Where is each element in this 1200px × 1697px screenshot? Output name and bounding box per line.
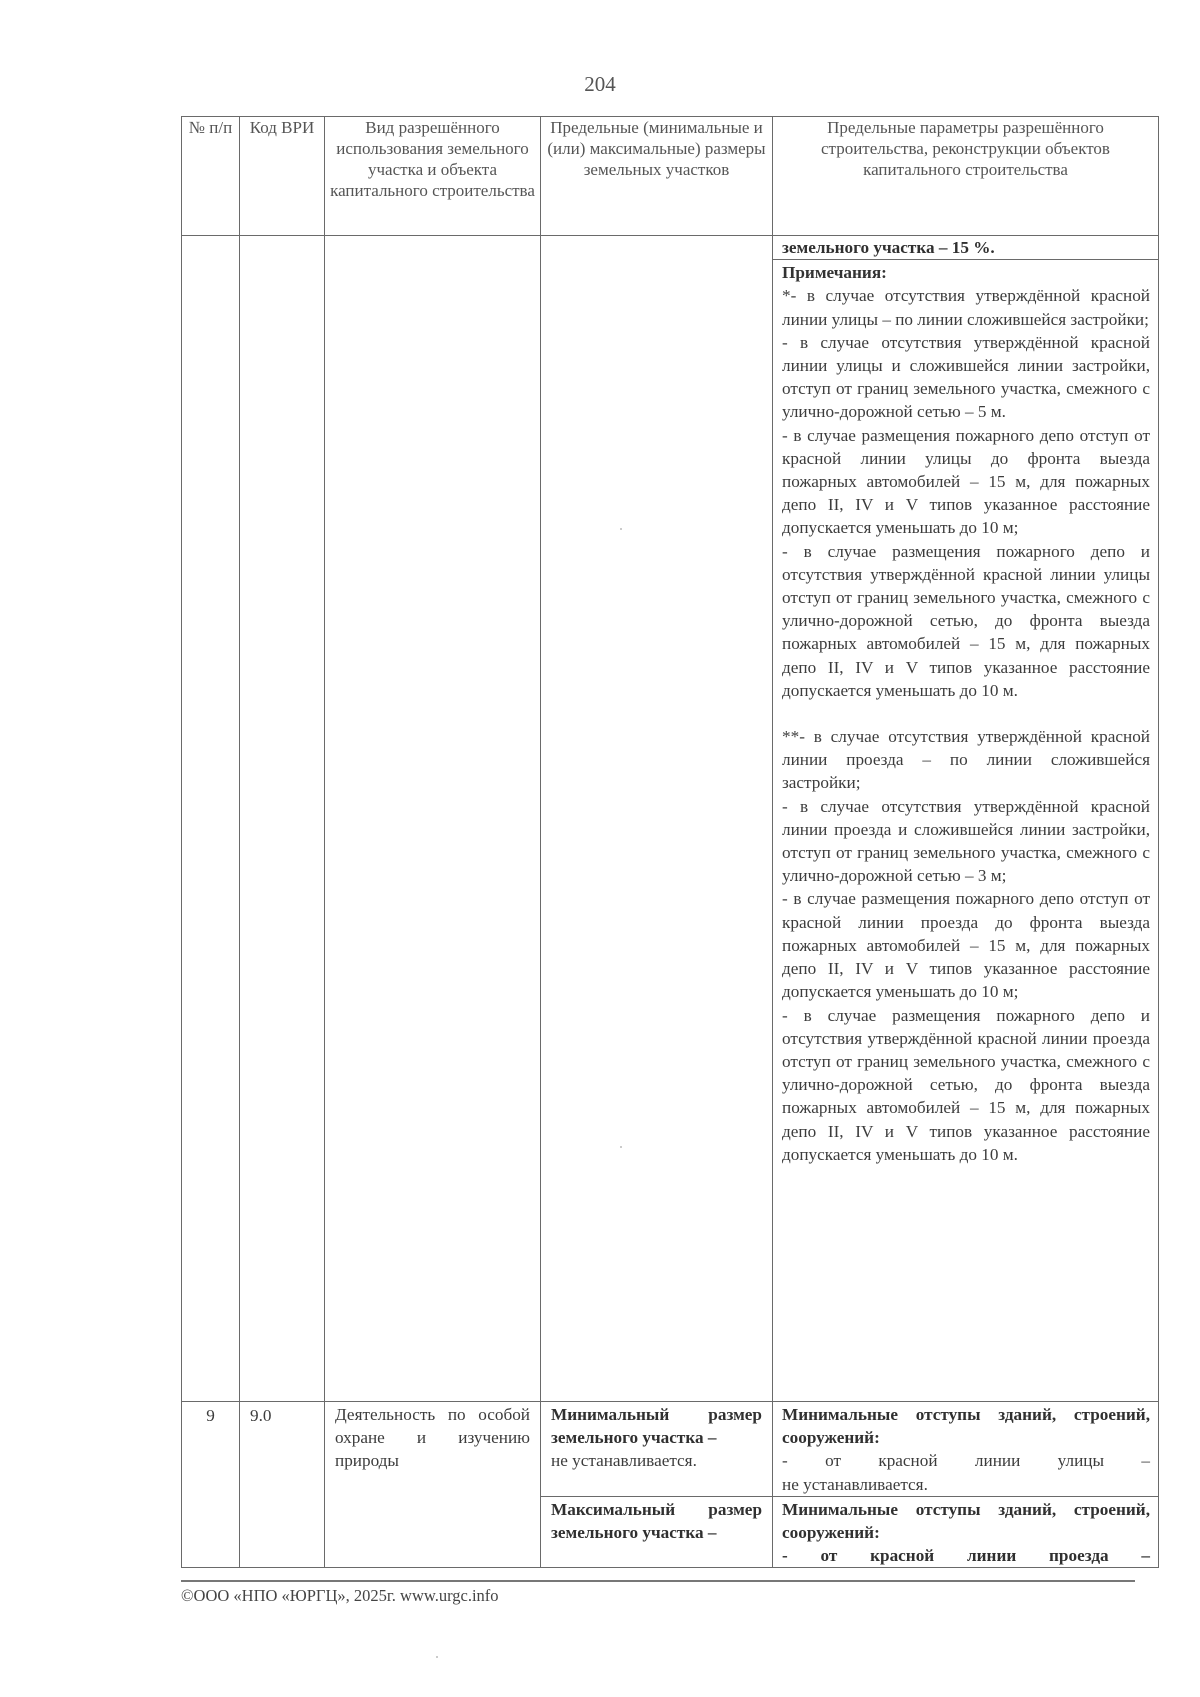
row9-param1-cell [773,1402,1159,1497]
footer-copyright: ©ООО «НПО «ЮРГЦ», 2025г. www.urgc.info [181,1586,499,1605]
cell-empty-number [182,236,240,1402]
note-item: *- в случае отсутствия утверждённой красной линии улицы – по линии сложившейся застройки; [782,286,1150,329]
notes-title: Примечания: [782,263,887,283]
note-item: - в случае размещения пожарного депо и отсутствия утверждённой красной линии проезда отступ от границ земельного участка, смежного с улично-дорожной сетью, до фронта выезда пожарных автомобилей – 15 м, для пожарных депо II, IV и V типов указанное расстояние допускается уменьшать до 10 м. [782,1005,1150,1164]
table-header-row [182,117,1159,236]
continued-top-line: земельного участка – 15 %. [782,238,995,257]
scan-speck [620,528,622,530]
note-item: - в случае размещения пожарного депо отступ от красной линии проезда до фронта выезда пожарных автомобилей – 15 м, для пожарных депо II, IV и V типов указанное расстояние допускается уменьшать до 10 м; [782,889,1150,1002]
header-number: № п/п [182,117,240,236]
row9-size-min-value: не устанавливается. [551,1451,697,1471]
header-construction-params: Предельные параметры разрешённого строительства, реконструкции объектов капитального строительства [773,117,1159,236]
row9-usage: Деятельность по особой охране и изучению природы [335,1405,530,1471]
row9-param2-title: Минимальные отступы зданий, строений, сооружений: [782,1499,1150,1543]
row9-number: 9 [182,1402,240,1568]
table-row-9 [182,1402,1159,1497]
header-code: Код ВРИ [240,117,325,236]
row9-param1-value: не устанавливается. [782,1474,928,1494]
page-number: 204 [584,72,616,96]
row9-code: 9.0 [240,1402,325,1568]
row9-param1-title: Минимальные отступы зданий, строений, сооружений: [782,1405,1150,1448]
note-item: - в случае размещения пожарного депо и отсутствия утверждённой красной линии улицы отступ от границ земельного участка, смежного с улично-дорожной сетью, до фронта выезда пожарных автомобилей – 15 м, для пожарных депо II, IV и V типов указанное расстояние допускается уменьшать до 10 м. [782,541,1150,700]
note-item: - в случае размещения пожарного депо отступ от красной линии улицы до фронта выезда пожарных автомобилей – 15 м, для пожарных депо II, IV и V типов указанное расстояние допускается уменьшать до 10 м; [782,425,1150,538]
scan-speck [436,1656,438,1658]
row9-param1-line: - от красной линии улицы – [782,1451,1150,1471]
footer-divider [181,1580,1135,1582]
row9-size-min-title: Минимальный размер земельного участка – [551,1405,762,1448]
row9-size-max-cell [541,1496,773,1568]
cell-params-continued [773,236,1159,1402]
row9-param2-cell [773,1496,1159,1568]
row9-size-min-cell [541,1402,773,1497]
row9-usage-cell [325,1402,541,1568]
land-use-table [181,116,1159,1568]
row9-size-max-title: Максимальный размер земельного участка – [551,1499,762,1543]
note-item: **- в случае отсутствия утверждённой красной линии проезда – по линии сложившейся застройки; [782,727,1150,793]
cell-empty-usage [325,236,541,1402]
header-usage-type: Вид разрешённого использования земельного участка и объекта капитального строительства [325,117,541,236]
note-item: - в случае отсутствия утверждённой красной линии улицы и сложившейся линии застройки, отступ от границ земельного участка, смежного с улично-дорожной сетью – 5 м. [782,332,1150,422]
row9-param2-line: - от красной линии проезда – [782,1546,1150,1566]
note-item: - в случае отсутствия утверждённой красной линии проезда и сложившейся линии застройки, отступ от границ земельного участка, смежного с улично-дорожной сетью – 3 м; [782,796,1150,886]
scan-speck [620,1146,622,1148]
header-plot-size: Предельные (минимальные и (или) максимальные) размеры земельных участков [541,117,773,236]
cell-empty-code [240,236,325,1402]
cell-empty-size [541,236,773,1402]
table-row-continued [182,236,1159,1402]
